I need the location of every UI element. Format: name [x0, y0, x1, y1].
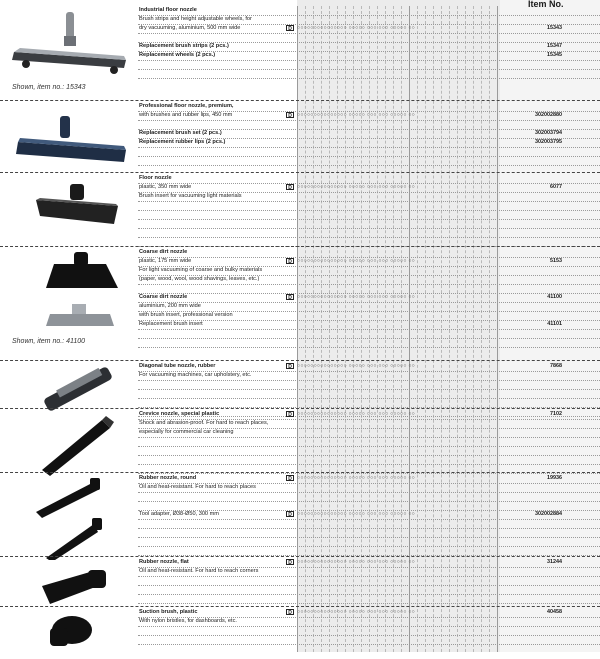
compatibility-dots: ○○○○○○○○○○○○○○○ ○○○○○ ○○○ ○○○ ○○○○○ ○○ [297, 25, 416, 31]
compatibility-dots: ○○○○○○○○○○○○○○○ ○○○○○ ○○○ ○○○ ○○○○○ ○○ [297, 258, 416, 264]
section-divider [0, 556, 600, 557]
compatibility-dots: ○○○○○○○○○○○○○○○ ○○○○○ ○○○ ○○○ ○○○○○ ○○ [297, 475, 416, 481]
item-number: 15345 [547, 52, 562, 58]
item-number: 5153 [550, 258, 562, 264]
compatibility-dots: ○○○○○○○○○○○○○○○ ○○○○○ ○○○ ○○○ ○○○○○ ○○ [297, 363, 416, 369]
product-title: Suction brush, plastic [139, 609, 198, 615]
dust-class-icon: D [286, 609, 294, 615]
product-title: Replacement brush set (2 pcs.) [139, 130, 222, 136]
item-number: 302002884 [535, 511, 562, 517]
product-description: Replacement brush insert [139, 321, 203, 327]
product-title: Professional floor nozzle, premium, [139, 103, 234, 109]
product-description: with brush insert, professional version [139, 312, 233, 318]
table-row [138, 69, 600, 79]
product-description: Brush insert for vacuuming light materials [139, 193, 242, 199]
product-title: Rubber nozzle, round [139, 475, 197, 481]
item-number: 15347 [547, 43, 562, 49]
item-number: 302003794 [535, 130, 562, 136]
dust-class-icon: D [286, 475, 294, 481]
item-number: 7102 [550, 411, 562, 417]
product-title: Replacement rubber lips (2 pcs.) [139, 139, 226, 145]
floor-nozzle-image [6, 180, 134, 235]
product-caption: Shown, item no.: 15343 [12, 84, 86, 91]
item-number: 41100 [547, 294, 562, 300]
table-row [138, 594, 600, 604]
section-divider [0, 246, 600, 247]
table-row [138, 546, 600, 556]
industrial-floor-nozzle-image [6, 8, 134, 83]
item-number: 302002880 [535, 112, 562, 118]
section-divider [0, 408, 600, 409]
product-title: Replacement brush strips (2 pcs.) [139, 43, 229, 49]
product-description: Brush strips and height adjustable wheels, for [139, 16, 252, 22]
product-description: aluminium, 200 mm wide [139, 303, 201, 309]
product-title: Replacement wheels (2 pcs.) [139, 52, 216, 58]
table-row [138, 635, 600, 645]
compatibility-dots: ○○○○○○○○○○○○○○○ ○○○○○ ○○○ ○○○ ○○○○○ ○○ [297, 294, 416, 300]
item-number: 6077 [550, 184, 562, 190]
crevice-nozzle-image [6, 414, 134, 481]
section-divider [0, 606, 600, 607]
item-number: 15343 [547, 25, 562, 31]
product-description: with brushes and rubber lips, 450 mm [139, 112, 233, 118]
product-description: plastic, 175 mm wide [139, 258, 192, 264]
section-divider [0, 172, 600, 173]
dust-class-icon: D [286, 363, 294, 369]
rubber-nozzle-round-image [6, 476, 134, 565]
product-description: Shock and abrasion-proof. For hard to reach places, [139, 420, 269, 426]
item-number: 302003795 [535, 139, 562, 145]
item-number: 40458 [547, 609, 562, 615]
product-title: Industrial floor nozzle [139, 7, 197, 13]
section-divider [0, 472, 600, 473]
item-number: 31244 [547, 559, 562, 565]
product-title: Coarse dirt nozzle [139, 249, 188, 255]
product-caption: Shown, item no.: 41100 [12, 338, 86, 345]
item-number: 19936 [547, 475, 562, 481]
product-title: Coarse dirt nozzle [139, 294, 188, 300]
table-row [138, 156, 600, 166]
dust-class-icon: D [286, 184, 294, 190]
product-description: With nylon bristles, for dashboards, etc. [139, 618, 237, 624]
product-title: Rubber nozzle, flat [139, 559, 189, 565]
compatibility-dots: ○○○○○○○○○○○○○○○ ○○○○○ ○○○ ○○○ ○○○○○ ○○ [297, 559, 416, 565]
section-divider [0, 360, 600, 361]
product-title: Diagonal tube nozzle, rubber [139, 363, 216, 369]
product-description: For vacuuming machines, car upholstery, etc. [139, 372, 252, 378]
dust-class-icon: D [286, 411, 294, 417]
professional-floor-nozzle-image [6, 112, 134, 177]
product-description: Oil and heat-resistant. For hard to reach places [139, 484, 256, 490]
item-number: 7868 [550, 363, 562, 369]
dust-class-icon: D [286, 511, 294, 517]
dust-class-icon: D [286, 258, 294, 264]
product-description: Oil and heat-resistant. For hard to reach corners [139, 568, 259, 574]
table-row [138, 338, 600, 348]
product-description: For light vacuuming of coarse and bulky materials [139, 267, 263, 273]
compatibility-dots: ○○○○○○○○○○○○○○○ ○○○○○ ○○○ ○○○ ○○○○○ ○○ [297, 511, 416, 517]
product-description: (paper, wood, wool, wood shavings, leaves, etc.) [139, 276, 260, 282]
dust-class-icon: D [286, 294, 294, 300]
compatibility-dots: ○○○○○○○○○○○○○○○ ○○○○○ ○○○ ○○○ ○○○○○ ○○ [297, 411, 416, 417]
compatibility-dots: ○○○○○○○○○○○○○○○ ○○○○○ ○○○ ○○○ ○○○○○ ○○ [297, 112, 416, 118]
product-title: Floor nozzle [139, 175, 172, 181]
product-title: Crevice nozzle, special plastic [139, 411, 220, 417]
item-no-header: Item No. [528, 0, 564, 9]
diagonal-tube-nozzle-image [6, 366, 134, 419]
dust-class-icon: D [286, 25, 294, 31]
dust-class-icon: D [286, 559, 294, 565]
product-description: dry vacuuming, aluminium, 500 mm wide [139, 25, 241, 31]
product-description: especially for commercial car cleaning [139, 429, 234, 435]
rubber-nozzle-flat-image [6, 564, 134, 617]
section-divider [0, 100, 600, 101]
compatibility-dots: ○○○○○○○○○○○○○○○ ○○○○○ ○○○ ○○○ ○○○○○ ○○ [297, 184, 416, 190]
item-number: 41101 [547, 321, 562, 327]
compatibility-dots: ○○○○○○○○○○○○○○○ ○○○○○ ○○○ ○○○ ○○○○○ ○○ [297, 609, 416, 615]
product-description: plastic, 350 mm wide [139, 184, 192, 190]
product-description: Tool adapter, Ø38-Ø50, 300 mm [139, 511, 219, 517]
dust-class-icon: D [286, 112, 294, 118]
